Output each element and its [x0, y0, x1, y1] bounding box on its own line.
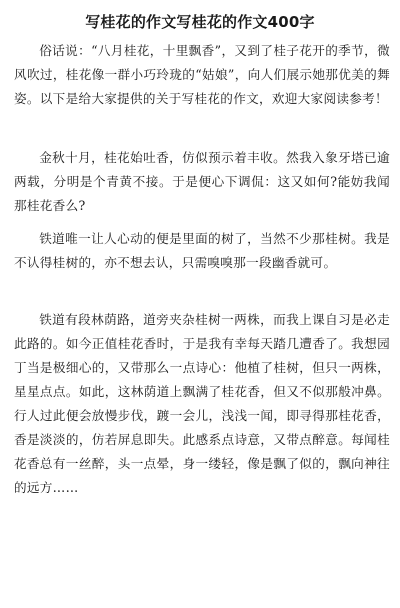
paragraph-intro: 俗话说：“八月桂花，十里飘香”，又到了桂子花开的季节，微风吹过，桂花像一群小巧玲珑的“姑娘”，向人们展示她那优美的舞姿。以下是给大家提供的关于写桂花的作文，欢迎大家阅读参考！ [14, 43, 390, 106]
paragraph-shaded-path: 铁道有段林荫路，道旁夹杂桂树一两株，而我上课自习是必走此路的。如今正值桂花香时，于是我有幸每天踏几遭香了。我想园丁当是极细心的，又带那么一点诗心：他植了桂树，但只一两株，星星点点。如此，这林荫道上飘满了桂花香，但又不似那般冲鼻。行人过此便会放慢步伐，踱一会儿，浅浅一闻，即寻得那桂花香，香是淡淡的，仿若屏息即失。此感系点诗意，又带点醉意。每闻桂花香总有一丝醉，头一点晕，身一缕轻，像是飘了似的，飘向神往的远方…… [14, 312, 390, 495]
paragraph-railway-trees: 铁道唯一让人心动的便是里面的树了，当然不少那桂树。我是不认得桂树的，亦不想去认，只需嗅嗅那一段幽香就可。 [14, 231, 390, 270]
article-title: 写桂花的作文写桂花的作文400字 [85, 13, 315, 31]
paragraph-autumn: 金秋十月，桂花始吐香，仿似预示着丰收。然我入象牙塔已逾两载，分明是个青黄不接。于是便心下调侃：这又如何?能妨我闻那桂花香么? [14, 150, 390, 213]
